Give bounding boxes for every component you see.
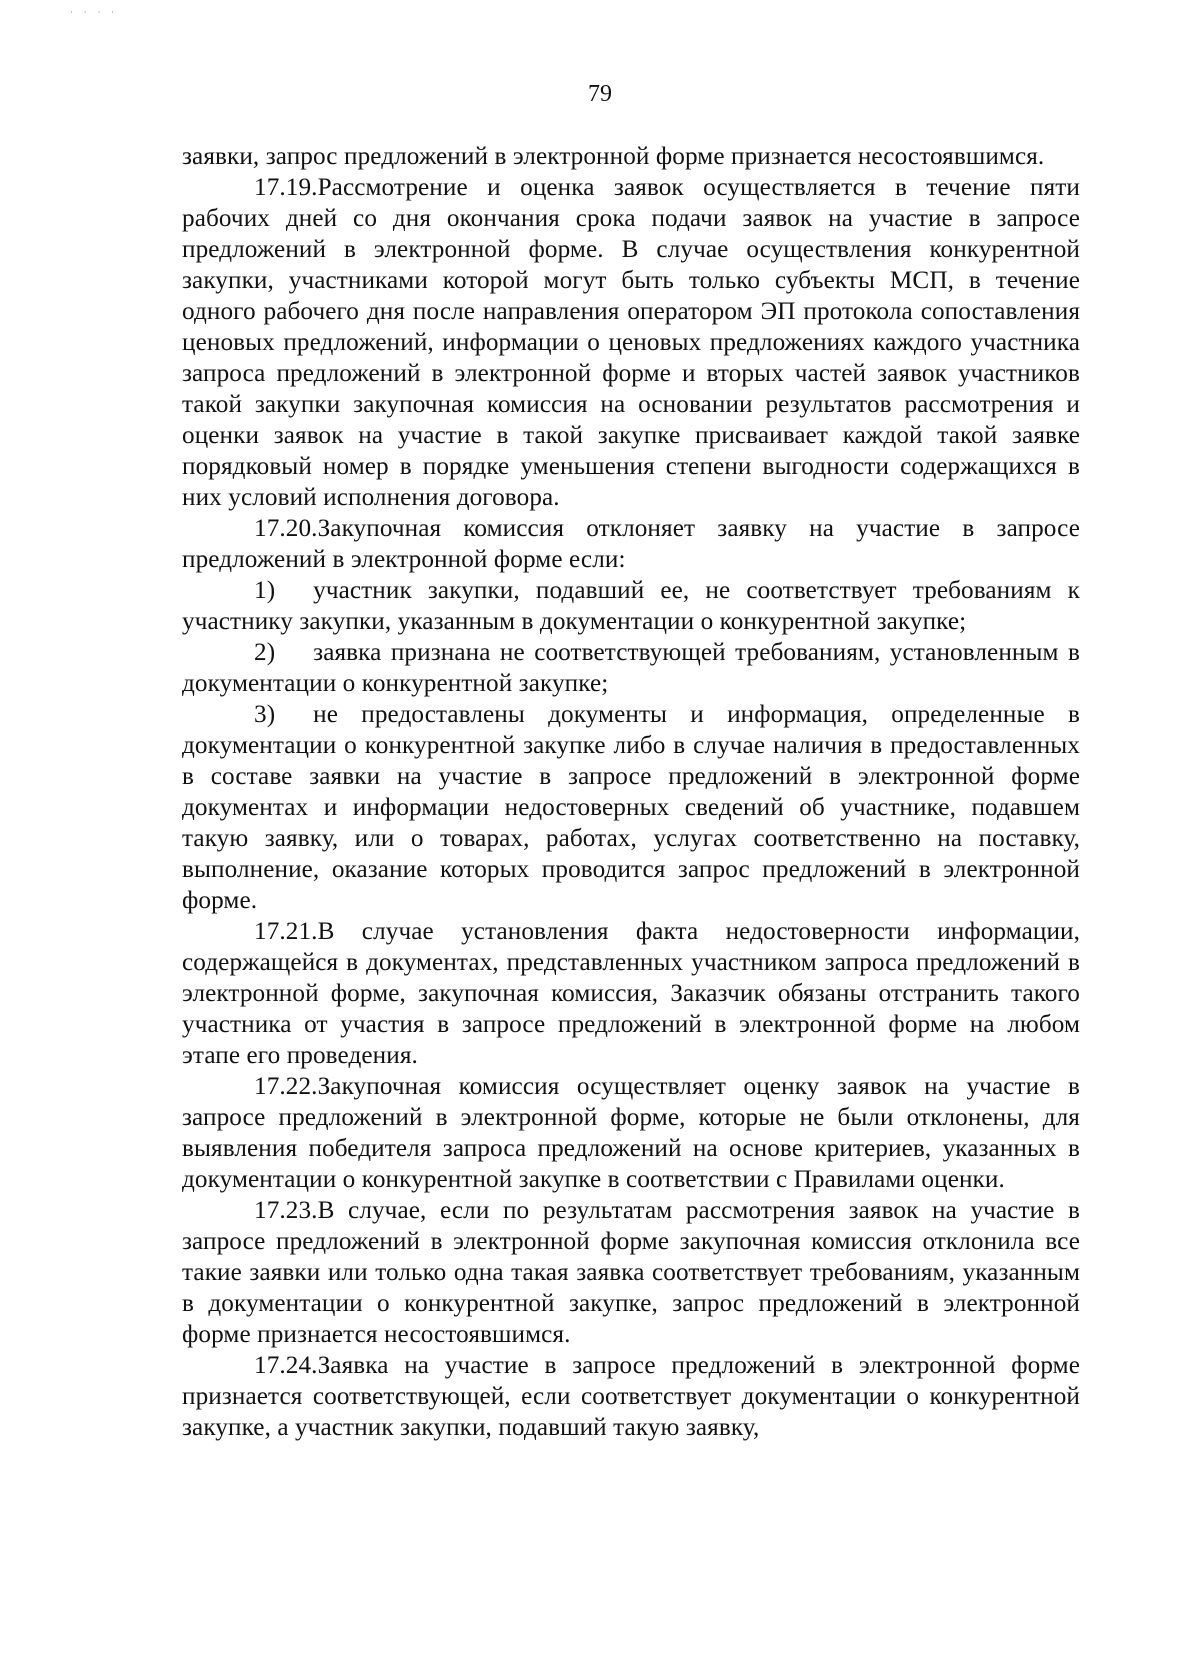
list-item-2: 2) заявка признана не соответствующей требованиям, установленным в документации о конкурентной закупке; [182, 639, 1080, 697]
paragraph-17-19: 17.19.Рассмотрение и оценка заявок осуществляется в течение пяти рабочих дней со дня окончания срока подачи заявок на участие в запросе предложений в электронной форме. В случае осуществления конкурентной закупки, участниками которой могут быть только субъекты МСП, в течение одного рабочего дня после направления оператором ЭП протокола сопоставления ценовых предложений, информации о ценовых предложениях каждого участника запроса предложений в электронной форме и вторых частей заявок участников такой закупки закупочная комиссия на основании результатов рассмотрения и оценки заявок на участие в такой закупке присваивает каждой такой заявке порядковый номер в порядке уменьшения степени выгодности содержащихся в них условий исполнения договора. [182, 174, 1080, 511]
paragraph-continuation: заявки, запрос предложений в электронной форме признается несостоявшимся. [182, 143, 1045, 170]
paragraph-17-24: 17.24.Заявка на участие в запросе предложений в электронной форме признается соответствующей, если соответствует документации о конкурентной закупке, а участник закупки, подавший такую заявку, [182, 1352, 1080, 1441]
list-item-3: 3) не предоставлены документы и информация, определенные в документации о конкурентной закупке либо в случае наличия в предоставленных в составе заявки на участие в запросе предложений в электронной форме документах и информации недостоверных сведений об участнике, подавшем такую заявку, или о товарах, работах, услугах соответственно на поставку, выполнение, оказание которых проводится запрос предложений в электронной форме. [182, 701, 1080, 914]
paragraph-17-21: 17.21.В случае установления факта недостоверности информации, содержащейся в документах, представленных участником запроса предложений в электронной форме, закупочная комиссия, Заказчик обязаны отстранить такого участника от участия в запросе предложений в электронной форме на любом этапе его проведения. [182, 918, 1080, 1069]
scan-corner-marks: · · · · [70, 8, 119, 18]
list-item-1: 1) участник закупки, подавший ее, не соответствует требованиям к участнику закупки, указанным в документации о конкурентной закупке; [182, 577, 1080, 635]
paragraph-17-22: 17.22.Закупочная комиссия осуществляет оценку заявок на участие в запросе предложений в электронной форме, которые не были отклонены, для выявления победителя запроса предложений на основе критериев, указанных в документации о конкурентной закупке в соответствии с Правилами оценки. [182, 1073, 1080, 1193]
paragraph-17-23: 17.23.В случае, если по результатам рассмотрения заявок на участие в запросе предложений в электронной форме закупочная комиссия отклонила все такие заявки или только одна такая заявка соответствует требованиям, указанным в документации о конкурентной закупке, запрос предложений в электронной форме признается несостоявшимся. [182, 1197, 1080, 1348]
page-number: 79 [588, 81, 612, 107]
document-body [182, 141, 1080, 1443]
paragraph-17-20: 17.20.Закупочная комиссия отклоняет заявку на участие в запросе предложений в электронной форме если: [182, 515, 1080, 573]
